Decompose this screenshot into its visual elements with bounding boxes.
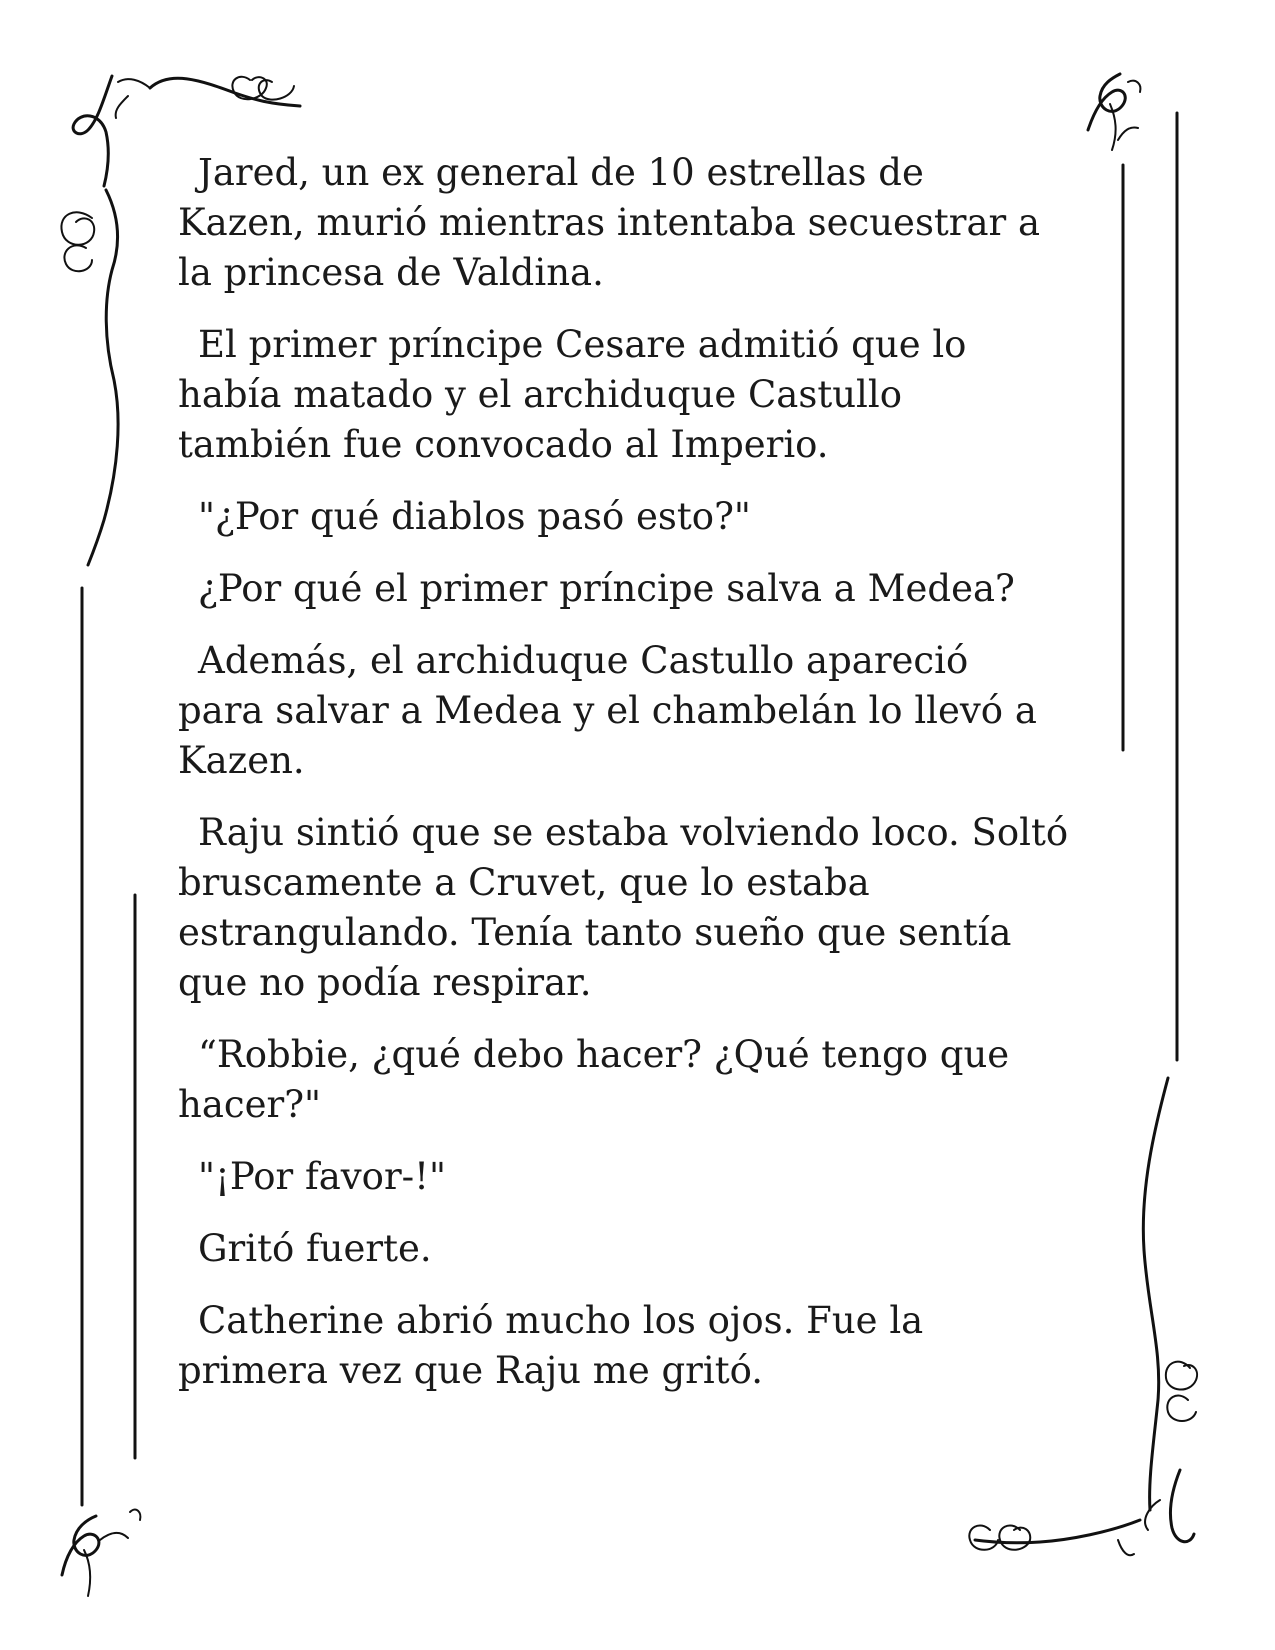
paragraph: El primer príncipe Cesare admitió que lo había matado y el archiduque Castullo también fue convocado al Imperio.	[178, 323, 967, 466]
paragraph: ¿Por qué el primer príncipe salva a Medea?	[198, 567, 1015, 610]
paragraph: "¿Por qué diablos pasó esto?"	[198, 495, 751, 538]
bottom-left-flourish	[62, 1510, 140, 1596]
paragraph: Catherine abrió mucho los ojos. Fue la primera vez que Raju me gritó.	[178, 1299, 924, 1392]
story-text	[178, 148, 1098, 1418]
paragraph: Raju sintió que se estaba volviendo loco. Soltó bruscamente a Cruvet, que lo estaba estrangulando. Tenía tanto sueño que sentía que no podía respirar.	[178, 811, 1069, 1004]
paragraph: “Robbie, ¿qué debo hacer? ¿Qué tengo que hacer?"	[178, 1033, 1010, 1126]
paragraph: Gritó fuerte.	[198, 1227, 432, 1270]
paragraph: "¡Por favor-!"	[198, 1155, 447, 1198]
top-right-flourish	[1088, 74, 1140, 150]
paragraph: Además, el archiduque Castullo apareció para salvar a Medea y el chambelán lo llevó a Kazen.	[178, 639, 1037, 782]
paragraph: Jared, un ex general de 10 estrellas de Kazen, murió mientras intentaba secuestrar a la princesa de Valdina.	[178, 151, 1041, 294]
